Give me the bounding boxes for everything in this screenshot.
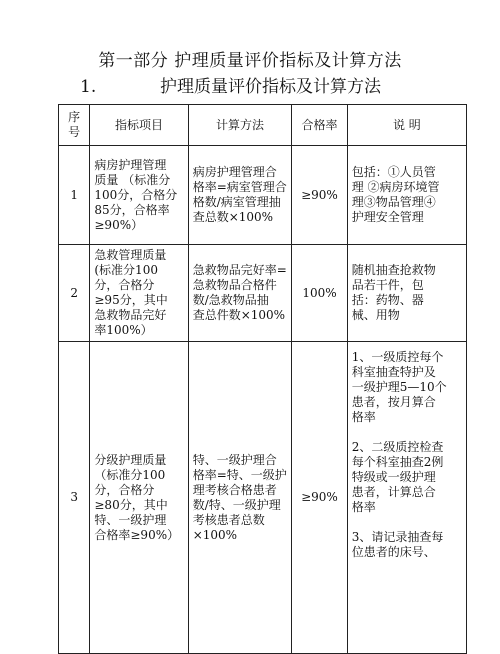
note-paragraph: 3、请记录抽查每 位患者的床号、 (351, 530, 444, 559)
cell-item: 急救管理质量 (标准分100 分，合格分 ≥95分，其中 急救物品完好 率100%） (90, 245, 188, 342)
cell-item: 病房护理管理 质量 （标准分 100分，合格分 85分，合格率 ≥90%） (90, 146, 188, 245)
header-method: 计算方法 (188, 105, 292, 146)
table-row (59, 245, 467, 342)
note-paragraph: 2、二级质控检查 每个科室抽查2例 特级或一级护理 患者，计算总合 格率 (351, 440, 444, 514)
cell-note (347, 245, 466, 342)
cell-note (347, 342, 466, 654)
section-number: 1. (80, 77, 97, 97)
cell-note (347, 146, 466, 245)
cell-method: 特、一级护理合 格率=特、一级护 理考核合格患者 数/特、一级护理 考核患者总数 ×100% (188, 342, 292, 654)
note-paragraph: 1、一级质控每个 科室抽查特护及 一级护理5—10个 患者，按月算合 格率 (351, 350, 447, 424)
cell-pass-rate: 100% (292, 245, 347, 342)
cell-method: 急救物品完好率= 急救物品合格件 数/急救物品抽 查总件数×100% (188, 245, 292, 342)
cell-item: 分级护理质量 （标准分100 分，合格分 ≥80分，其中 特、一级护理 合格率≥90%） (90, 342, 188, 654)
note-paragraph: 包括：①人员管 理 ②病房环境管 理③物品管理④ 护理安全管理 (351, 165, 440, 224)
header-note: 说 明 (347, 105, 466, 146)
header-seq: 序 号 (59, 105, 90, 146)
table-header-row (59, 105, 467, 146)
cell-pass-rate: ≥90% (292, 342, 347, 654)
part-title: 第一部分 护理质量评价指标及计算方法 (98, 51, 402, 71)
cell-seq: 3 (59, 342, 90, 654)
cell-seq: 2 (59, 245, 90, 342)
section-heading (80, 72, 381, 97)
cell-method: 病房护理管理合 格率=病室管理合 格数/病室管理抽 查总数×100% (188, 146, 292, 245)
table-row (59, 342, 467, 654)
table-row (59, 146, 467, 245)
section-title: 护理质量评价指标及计算方法 (160, 77, 381, 97)
note-paragraph: 随机抽查抢救物 品若干件，包 括：药物、器 械、用物 (351, 263, 436, 322)
cell-pass-rate: ≥90% (292, 146, 347, 245)
quality-index-table (58, 104, 467, 654)
header-item: 指标项目 (90, 105, 188, 146)
header-pass-rate: 合格率 (292, 105, 347, 146)
cell-seq: 1 (59, 146, 90, 245)
